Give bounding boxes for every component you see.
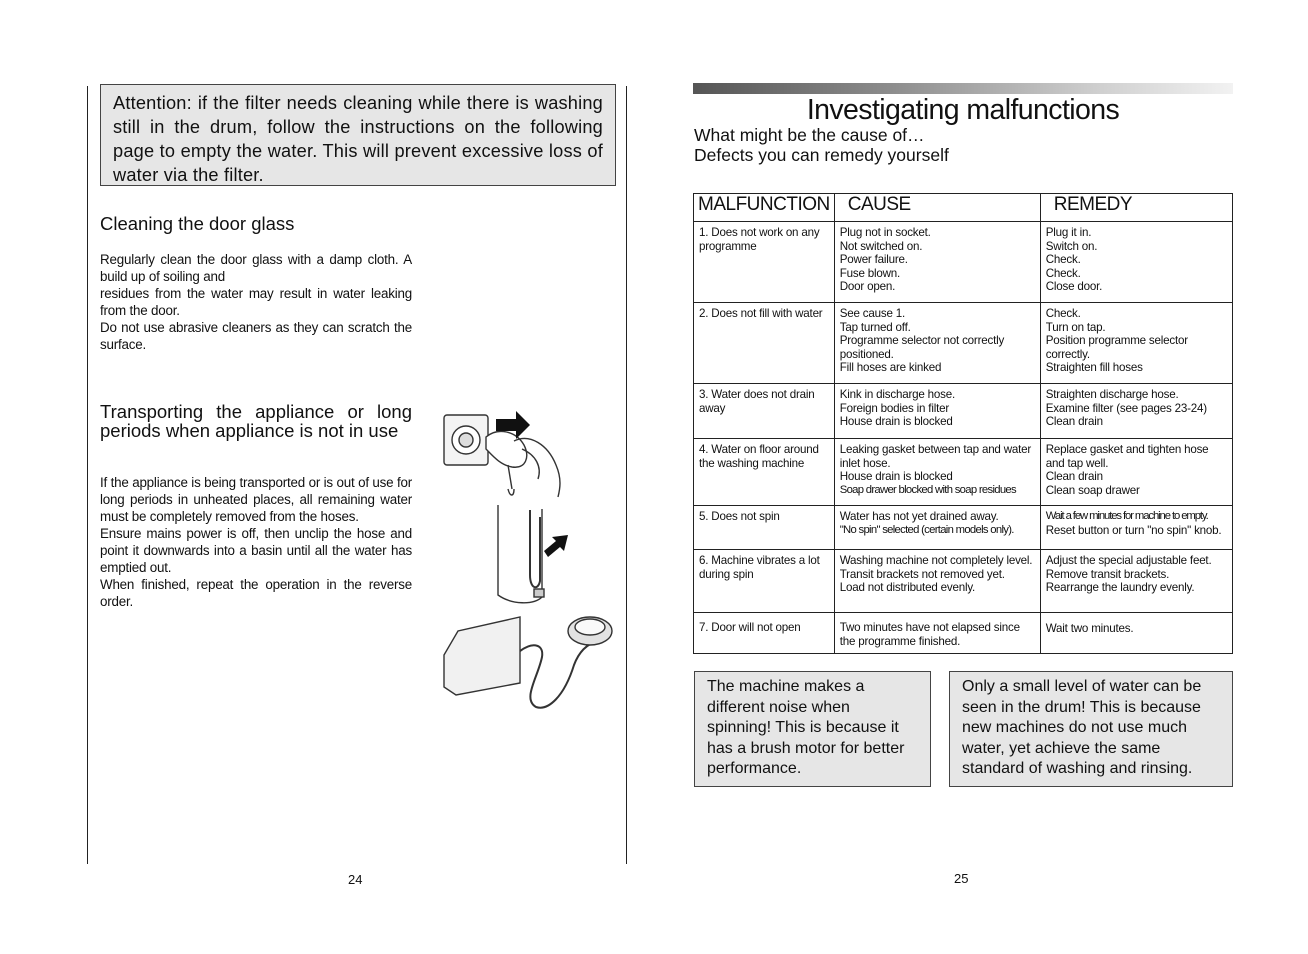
cause-cell [834,303,1040,384]
remedy-cell [1040,439,1232,506]
remedy-line: Check. [1045,253,1081,267]
remedy-line: Switch on. [1045,239,1098,253]
remedy-line: Close door. [1045,280,1103,294]
remedy-line: Clean drain [1045,470,1103,484]
cause-line: Washing machine not completely level. [839,554,1033,567]
subtitle-cause: What might be the cause of… [694,125,925,145]
remedy-line: Clean soap drawer [1045,483,1140,497]
cause-line: Soap drawer blocked with soap residues [839,483,1016,496]
door-glass-line: residues from the water may result in water leaking from the door. [100,286,412,318]
note-water-level: Only a small level of water can be seen in the drum! This is because new machines do not use much water, yet achieve the same standard of washing and rinsing. [949,671,1233,787]
cause-line: Plug not in socket. [839,226,931,239]
page-number-left: 24 [348,872,363,887]
remedy-line: Check. [1045,266,1081,280]
malfunction-cell: 3. Water does not drain away [694,384,835,439]
cause-line: See cause 1. [839,307,906,320]
malfunction-cell: 7. Door will not open [694,613,835,654]
remedy-line: Straighten fill hoses [1045,361,1143,375]
door-glass-line: Regularly clean the door glass with a damp cloth. A build up of soiling and [100,252,412,284]
cause-line: Leaking gasket between tap and water inlet hose. [839,443,1032,470]
remedy-line: Straighten discharge hose. [1045,388,1179,401]
transport-line: Ensure mains power is off, then unclip the hose and point it downwards into a basin until all the water has emptied out. [100,526,412,575]
cause-cell [834,613,1040,654]
table-row [694,384,1233,439]
cause-cell [834,439,1040,506]
remedy-line: Turn on tap. [1045,320,1106,334]
cause-line: Kink in discharge hose. [839,388,956,401]
door-glass-heading: Cleaning the door glass [100,213,295,234]
cause-line: "No spin" selected (certain models only). [839,523,1014,536]
remedy-cell [1040,613,1232,654]
remedy-line: Adjust the special adjustable feet. [1045,554,1212,567]
left-margin-rule [87,86,88,864]
remedy-cell [1040,506,1232,550]
table-row [694,506,1233,550]
subtitle-defects: Defects you can remedy yourself [694,145,949,165]
center-gutter-rule [626,86,627,864]
transport-text [100,474,412,610]
remedy-line: Replace gasket and tighten hose and tap well. [1045,443,1209,470]
remedy-cell [1040,384,1232,439]
remedy-cell [1040,222,1232,303]
remedy-line: Position programme selector correctly. [1045,334,1188,361]
remedy-line: Check. [1045,307,1081,320]
malfunction-cell: 2. Does not fill with water [694,303,835,384]
cause-line: Not switched on. [839,239,923,253]
transport-line: If the appliance is being transported or is out of use for long periods in unheated places, all remaining water must be completely removed from the hoses. [100,475,412,524]
cause-line: Two minutes have not elapsed since the programme finished. [839,621,1020,648]
remedy-line: Wait two minutes. [1045,622,1134,635]
cause-cell [834,384,1040,439]
remedy-line: Reset button or turn "no spin" knob. [1045,523,1222,537]
header-remedy: REMEDY [1040,194,1232,222]
table-row [694,613,1233,654]
cause-line: Foreign bodies in filter [839,401,949,415]
table-row [694,303,1233,384]
cause-line: Programme selector not correctly positioned. [839,334,1005,361]
note-brush-motor: The machine makes a different noise when spinning! This is because it has a brush motor for better performance. [694,671,931,787]
page-title: Investigating malfunctions [806,94,1120,126]
header-cause: CAUSE [834,194,1040,222]
cause-line: Fuse blown. [839,266,901,280]
remedy-line: Clean drain [1045,415,1103,429]
header-malfunction: MALFUNCTION [694,194,835,222]
cause-line: House drain is blocked [839,470,953,484]
table-row [694,550,1233,613]
malfunction-cell: 5. Does not spin [694,506,835,550]
cause-line: Fill hoses are kinked [839,361,942,375]
remedy-cell [1040,303,1232,384]
cause-cell [834,550,1040,613]
door-glass-text [100,251,412,353]
remedy-line: Plug it in. [1045,226,1092,239]
cause-line: Load not distributed evenly. [839,581,976,595]
door-glass-line: Do not use abrasive cleaners as they can scratch the surface. [100,320,412,352]
malfunction-table [693,193,1233,654]
cause-line: Power failure. [839,253,908,267]
remedy-line: Rearrange the laundry evenly. [1045,581,1195,595]
malfunction-cell: 6. Machine vibrates a lot during spin [694,550,835,613]
remedy-line: Remove transit brackets. [1045,567,1170,581]
remedy-line: Wait a few minutes for machine to empty. [1045,510,1208,522]
transport-heading: Transporting the appliance or long periods when appliance is not in use [100,401,412,441]
cause-line: Door open. [839,280,896,294]
title-gradient-bar [693,83,1233,94]
page-number-right: 25 [954,871,969,886]
remedy-line: Examine filter (see pages 23-24) [1045,401,1207,415]
cause-cell [834,506,1040,550]
cause-cell [834,222,1040,303]
transport-illustration [438,405,618,715]
cause-line: House drain is blocked [839,415,953,429]
malfunction-cell: 4. Water on floor around the washing machine [694,439,835,506]
transport-line: When finished, repeat the operation in the reverse order. [100,577,412,609]
attention-box: Attention: if the filter needs cleaning while there is washing still in the drum, follow the instructions on the following page to empty the water. This will prevent excessive loss of water via the filter. [100,84,616,186]
table-header-row [694,194,1233,222]
malfunction-cell: 1. Does not work on any programme [694,222,835,303]
remedy-cell [1040,550,1232,613]
table-row [694,439,1233,506]
cause-line: Tap turned off. [839,320,911,334]
table-row [694,222,1233,303]
cause-line: Water has not yet drained away. [839,510,999,523]
cause-line: Transit brackets not removed yet. [839,567,1005,581]
